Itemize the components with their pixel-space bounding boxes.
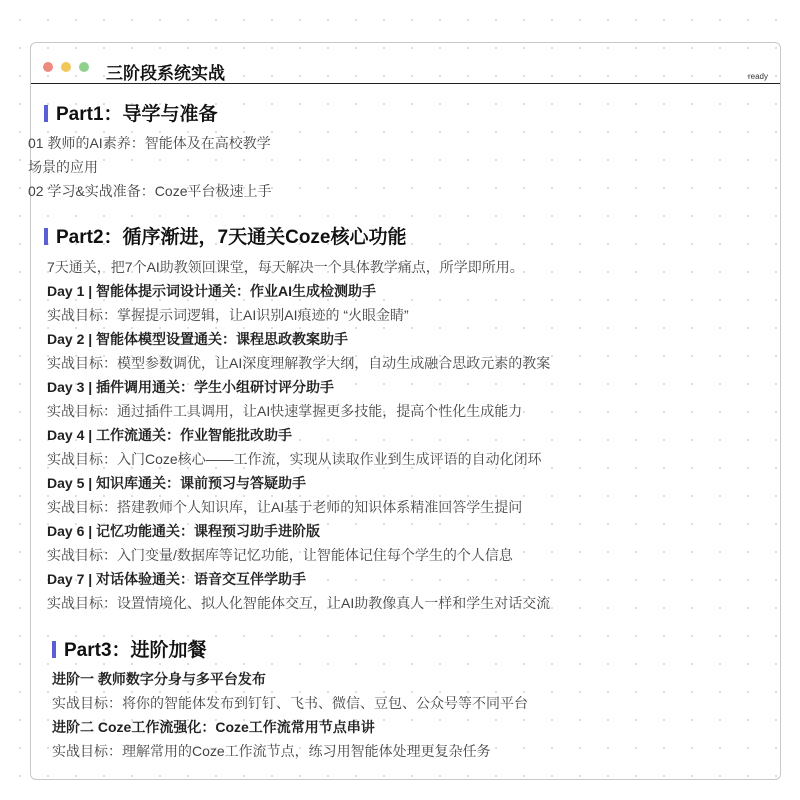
part1-line: 01 教师的AI素养：智能体及在高校教学	[28, 135, 271, 151]
part1-line: 场景的应用	[28, 159, 98, 175]
part3-heading	[52, 635, 207, 662]
maximize-window-icon[interactable]	[79, 62, 89, 72]
advanced-item-title: 进阶一 教师数字分身与多平台发布	[52, 671, 266, 687]
part1-line: 02 学习&实战准备：Coze平台极速上手	[28, 183, 272, 199]
day-title: Day 7 | 对话体验通关：语音交互伴学助手	[47, 571, 307, 587]
minimize-window-icon[interactable]	[61, 62, 71, 72]
part1-heading-text: Part1：导学与准备	[56, 104, 218, 125]
part3-heading-text: Part3：进阶加餐	[64, 640, 207, 661]
day-goal: 实战目标：通过插件工具调用，让AI快速掌握更多技能，提高个性化生成能力	[47, 403, 523, 419]
day-title: Day 6 | 记忆功能通关：课程预习助手进阶版	[47, 523, 321, 539]
part2-heading	[44, 222, 407, 249]
day-title: Day 3 | 插件调用通关：学生小组研讨评分助手	[47, 379, 335, 395]
day-goal: 实战目标：入门变量/数据库等记忆功能，让智能体记住每个学生的个人信息	[47, 547, 513, 563]
day-title: Day 4 | 工作流通关：作业智能批改助手	[47, 427, 293, 443]
day-goal: 实战目标：模型参数调优，让AI深度理解教学大纲，自动生成融合思政元素的教案	[47, 355, 551, 371]
title-bar	[31, 43, 780, 84]
day-goal: 实战目标：搭建教师个人知识库，让AI基于老师的知识体系精准回答学生提问	[47, 499, 523, 515]
part2-heading-text: Part2：循序渐进，7天通关Coze核心功能	[56, 227, 407, 248]
day-title: Day 2 | 智能体模型设置通关：课程思政教案助手	[47, 331, 349, 347]
window-title: 三阶段系统实战	[106, 64, 225, 83]
part2-intro: 7天通关，把7个AI助教领回课堂，每天解决一个具体教学痛点，所学即所用。	[47, 259, 524, 275]
section-marker-bar	[44, 105, 48, 122]
day-goal: 实战目标：入门Coze核心——工作流，实现从读取作业到生成评语的自动化闭环	[47, 451, 542, 467]
status-text: ready	[747, 72, 768, 81]
day-title: Day 1 | 智能体提示词设计通关：作业AI生成检测助手	[47, 283, 377, 299]
advanced-item-goal: 实战目标：将你的智能体发布到钉钉、飞书、微信、豆包、公众号等不同平台	[52, 695, 528, 711]
section-marker-bar	[44, 228, 48, 245]
part1-heading	[44, 99, 218, 126]
section-marker-bar	[52, 641, 56, 658]
advanced-item-title: 进阶二 Coze工作流强化：Coze工作流常用节点串讲	[52, 719, 375, 735]
close-window-icon[interactable]	[43, 62, 53, 72]
day-goal: 实战目标：掌握提示词逻辑，让AI识别AI痕迹的 “火眼金睛”	[47, 307, 409, 323]
day-goal: 实战目标：设置情境化、拟人化智能体交互，让AI助教像真人一样和学生对话交流	[47, 595, 551, 611]
advanced-item-goal: 实战目标：理解常用的Coze工作流节点，练习用智能体处理更复杂任务	[52, 743, 491, 759]
day-title: Day 5 | 知识库通关：课前预习与答疑助手	[47, 475, 307, 491]
